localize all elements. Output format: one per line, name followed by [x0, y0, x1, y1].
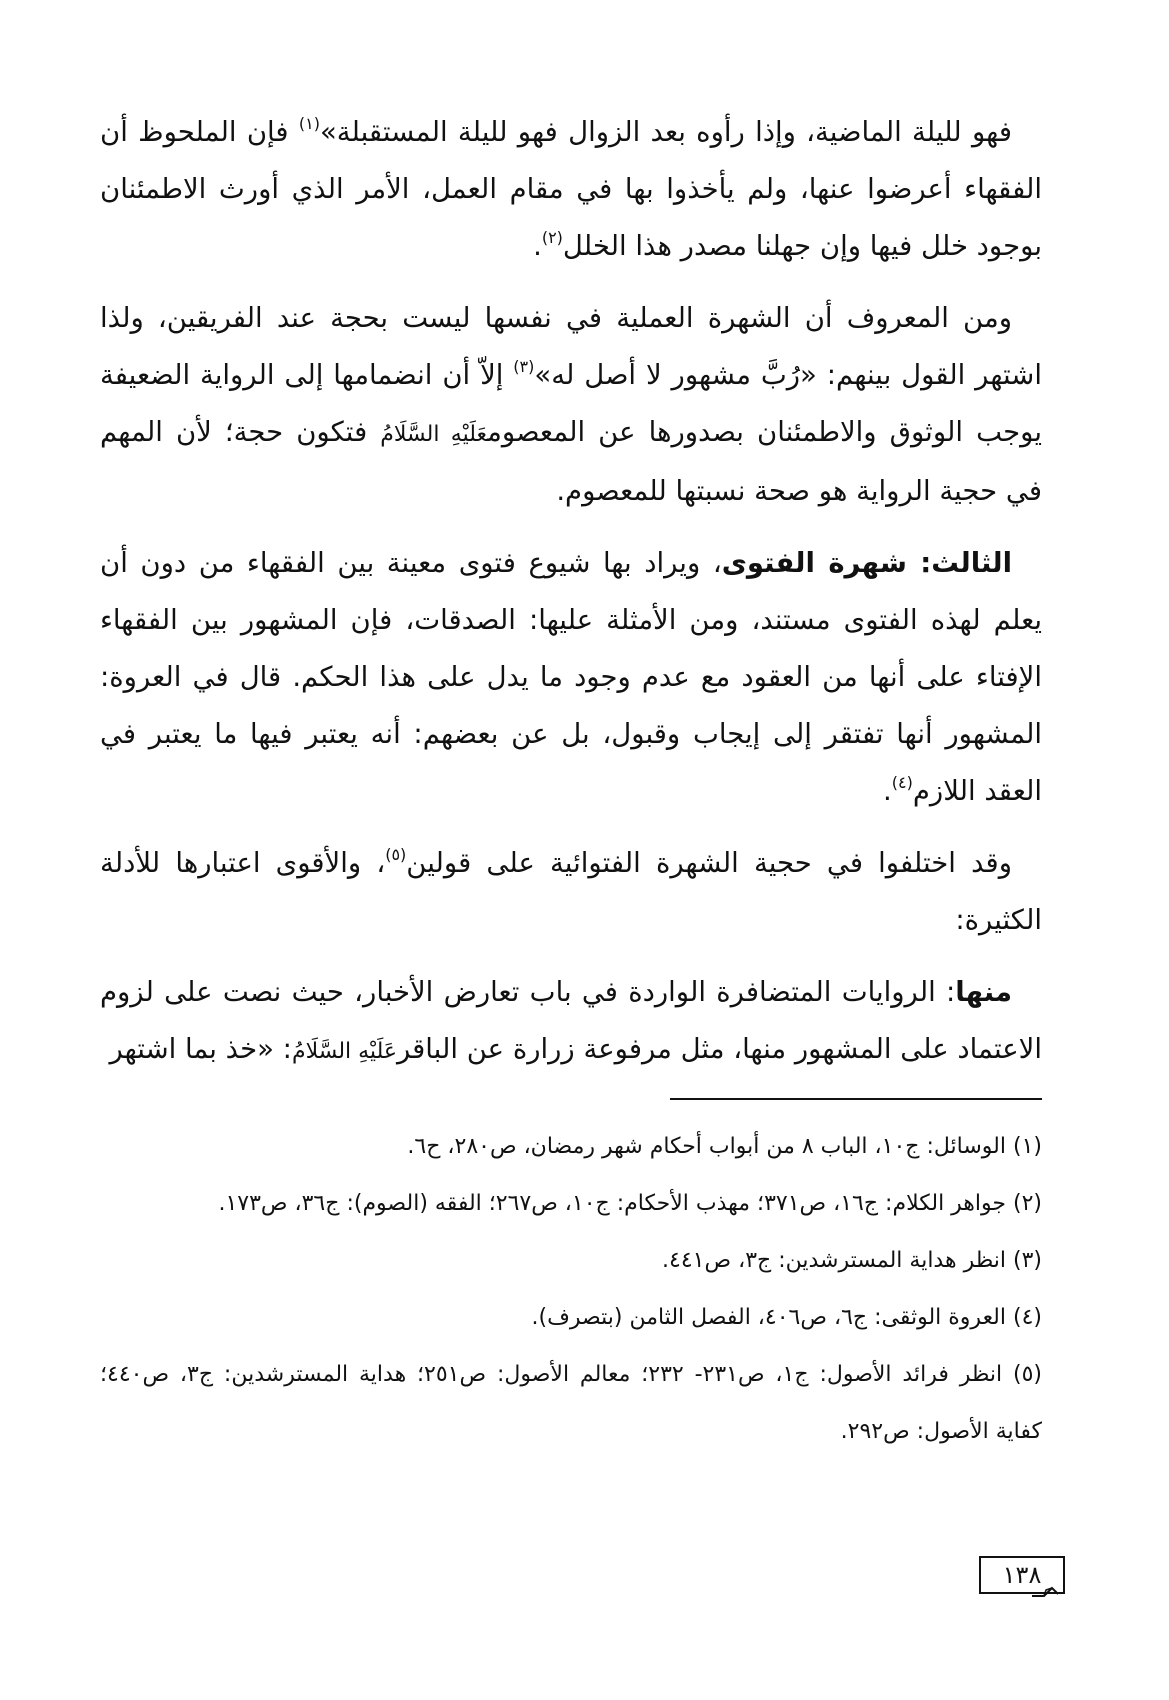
footnotes [100, 1118, 1042, 1460]
paragraph-3 [100, 535, 1042, 820]
text-run: : الروايات المتضافرة الواردة في باب تعارض الأخبار، حيث نصت على لزوم الاعتماد على المشهور منها، مثل مرفوعة زرارة عن الباقر [100, 976, 1042, 1065]
text-run: ، والأقوى اعتبارها للأدلة الكثيرة: [100, 847, 1042, 936]
text-run: فهو لليلة الماضية، وإذا رأوه بعد الزوال فهو لليلة المستقبلة» [319, 116, 1012, 148]
page-curl-icon [1030, 1576, 1060, 1598]
body-text [100, 104, 1042, 1095]
page-number: ١٣٨ [979, 1556, 1065, 1594]
text-run: وقد اختلفوا في حجية الشهرة الفتوائية على قولين [406, 847, 1012, 879]
footnote-separator [670, 1098, 1042, 1100]
paragraph-2 [100, 290, 1042, 520]
text-run: . [883, 775, 892, 807]
paragraph-5 [100, 964, 1042, 1080]
footnote-ref-1[interactable]: (١) [298, 114, 320, 133]
honorific-glyph: عَلَيْهِ السَّلَامُ [380, 422, 488, 447]
text-run: إلاّ أن انضمامها إلى الرواية الضعيفة يوجب الوثوق والاطمئنان بصدورها عن المعصوم [100, 359, 1042, 448]
footnote-2: (٢) جواهر الكلام: ج١٦، ص٣٧١؛ مهذب الأحكام: ج١٠، ص٢٦٧؛ الفقه (الصوم): ج٣٦، ص١٧٣. [218, 1191, 1042, 1216]
footnote-ref-4[interactable]: (٤) [891, 773, 913, 792]
bold-heading: منها [955, 976, 1012, 1008]
text-run: : «خذ بما اشتهر [109, 1033, 292, 1065]
footnote-ref-3[interactable]: (٣) [513, 357, 535, 376]
bold-heading: الثالث: شهرة الفتوى [721, 547, 1013, 579]
footnote-ref-5[interactable]: (٥) [385, 845, 407, 864]
text-run: . [533, 230, 542, 262]
honorific-glyph: عَلَيْهِ السَّلَامُ [291, 1039, 397, 1064]
paragraph-1 [100, 104, 1042, 275]
text-run: فتكون حجة؛ لأن المهم في حجية الرواية هو صحة نسبتها للمعصوم. [100, 416, 1042, 507]
footnote-ref-2[interactable]: (٢) [541, 228, 563, 247]
text-run: ومن المعروف أن الشهرة العملية في نفسها ليست بحجة عند الفريقين، ولذا اشتهر القول بينهم: «رُبَّ مشهور لا أصل له» [100, 302, 1042, 391]
footnote-3: (٣) انظر هداية المسترشدين: ج٣، ص٤٤١. [662, 1248, 1042, 1273]
paragraph-4 [100, 835, 1042, 949]
footnote-4: (٤) العروة الوثقى: ج٦، ص٤٠٦، الفصل الثامن (بتصرف). [531, 1305, 1042, 1330]
footnote-1: (١) الوسائل: ج١٠، الباب ٨ من أبواب أحكام شهر رمضان، ص٢٨٠، ح٦. [407, 1134, 1042, 1159]
text-run: فإن الملحوظ أن الفقهاء أعرضوا عنها، ولم يأخذوا بها في مقام العمل، الأمر الذي أورث الاطمئنان بوجود خلل فيها وإن جهلنا مصدر هذا الخلل [100, 116, 1042, 262]
footnote-5: (٥) انظر فرائد الأصول: ج١، ص٢٣١- ٢٣٢؛ معالم الأصول: ص٢٥١؛ هداية المسترشدين: ج٣، ص٤٤٠؛ كفاية الأصول: ص٢٩٢. [100, 1362, 1043, 1444]
text-run: ، ويراد بها شيوع فتوى معينة بين الفقهاء من دون أن يعلم لهذه الفتوى مستند، ومن الأمثلة عليها: الصدقات، فإن المشهور بين الفقهاء الإفتاء على أنها من العقود مع عدم وجود ما يدل على هذا الحكم. قال في العروة: المشهور أنها تفتقر إلى إيجاب وقبول، بل عن بعضهم: أنه يعتبر فيها ما يعتبر في العقد اللازم [100, 547, 1042, 807]
